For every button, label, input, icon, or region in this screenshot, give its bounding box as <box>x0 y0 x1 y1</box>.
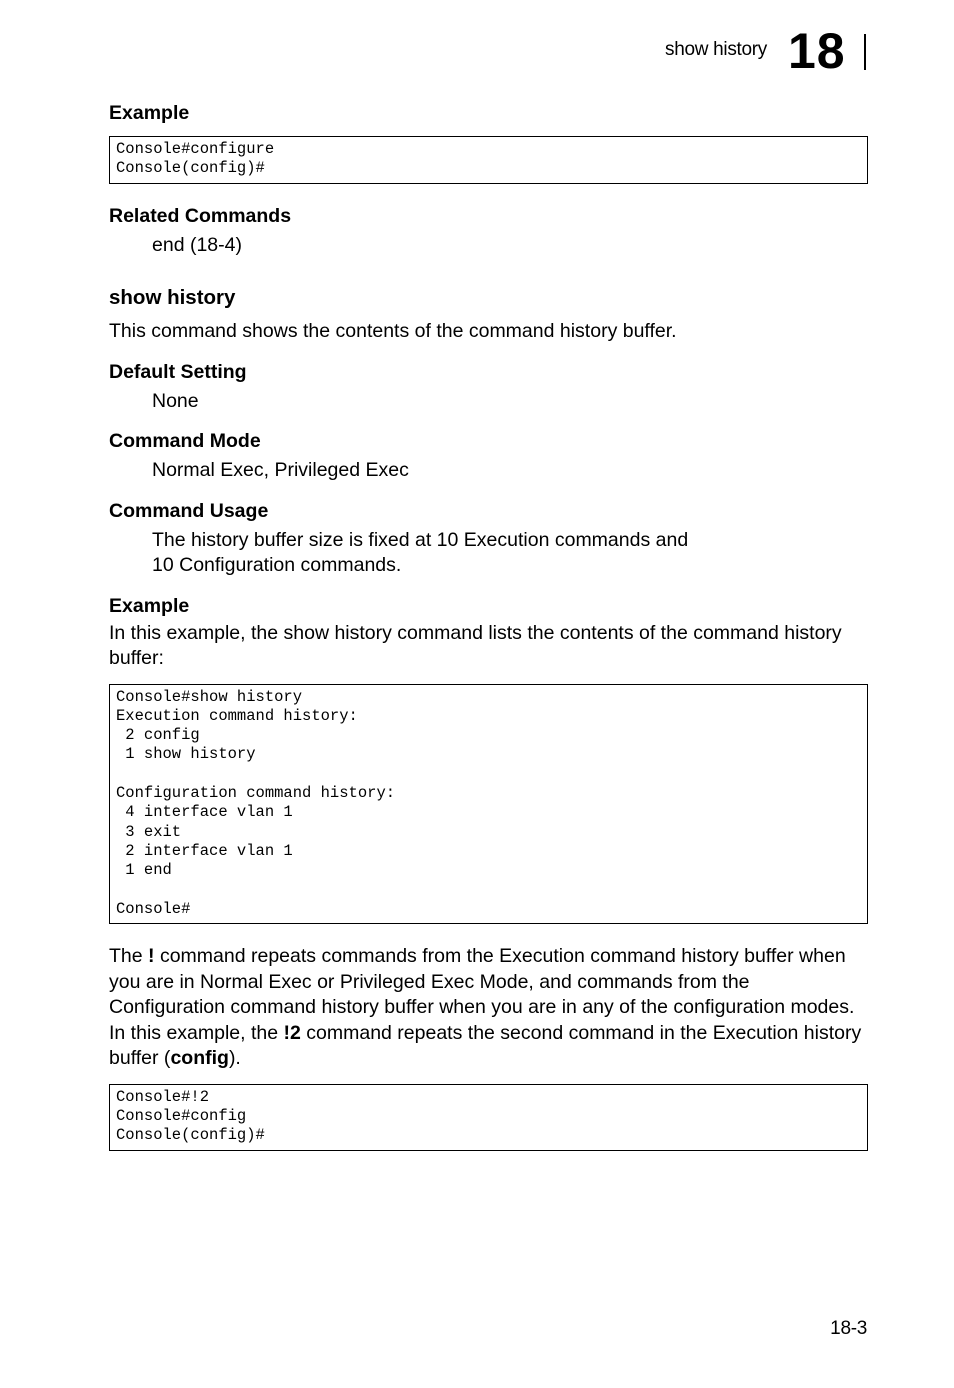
text-segment: command repeats commands from the Execution command history buffer when you are in Normal Exec or Privileged Exec Mode, and commands from the Configuration command history buffer when you are in any of the configuration modes. In this example, the <box>109 945 855 1044</box>
config-command-term: config <box>170 1047 229 1070</box>
related-commands-heading: Related Commands <box>109 204 292 227</box>
example-heading: Example <box>109 102 190 124</box>
example-intro: In this example, the show history command lists the contents of the command history buffer: <box>109 621 842 670</box>
default-setting-heading: Default Setting <box>109 360 247 383</box>
chapter-divider <box>864 34 866 70</box>
bang-command-term: ! <box>148 945 155 968</box>
code-block-show-history: Console#show history Execution command history: 2 config 1 show history Configuration command history: 4 interface vlan 1 3 exit 2 interface vlan 1 1 end Console# <box>109 684 868 925</box>
command-usage-line-1: The history buffer size is fixed at 10 Execution commands and <box>152 528 689 551</box>
command-mode-heading: Command Mode <box>109 430 261 453</box>
command-usage-heading: Command Usage <box>109 499 269 522</box>
command-mode-value: Normal Exec, Privileged Exec <box>152 459 409 482</box>
default-setting-value: None <box>152 389 199 412</box>
example-heading-2: Example <box>109 594 190 617</box>
command-usage-line-2: 10 Configuration commands. <box>152 554 402 577</box>
bang-command-paragraph <box>109 944 868 1072</box>
chapter-number: 18 <box>788 23 846 79</box>
text-segment: ). <box>228 1047 241 1070</box>
code-block-bang-2: Console#!2 Console#config Console(config)# <box>109 1084 868 1151</box>
command-title: show history <box>109 286 236 310</box>
command-description: This command shows the contents of the command history buffer. <box>109 320 677 343</box>
page-content <box>109 100 868 1151</box>
page-number: 18-3 <box>830 1318 867 1339</box>
running-header-title: show history <box>665 39 767 60</box>
related-command-link: end (18-4) <box>152 233 242 256</box>
bang-2-command-term: !2 <box>283 1021 301 1044</box>
code-block-configure: Console#configure Console(config)# <box>109 136 868 184</box>
text-segment: The <box>109 945 149 968</box>
text-segment: command repeats the second command in the Execution history buffer ( <box>109 1021 862 1070</box>
